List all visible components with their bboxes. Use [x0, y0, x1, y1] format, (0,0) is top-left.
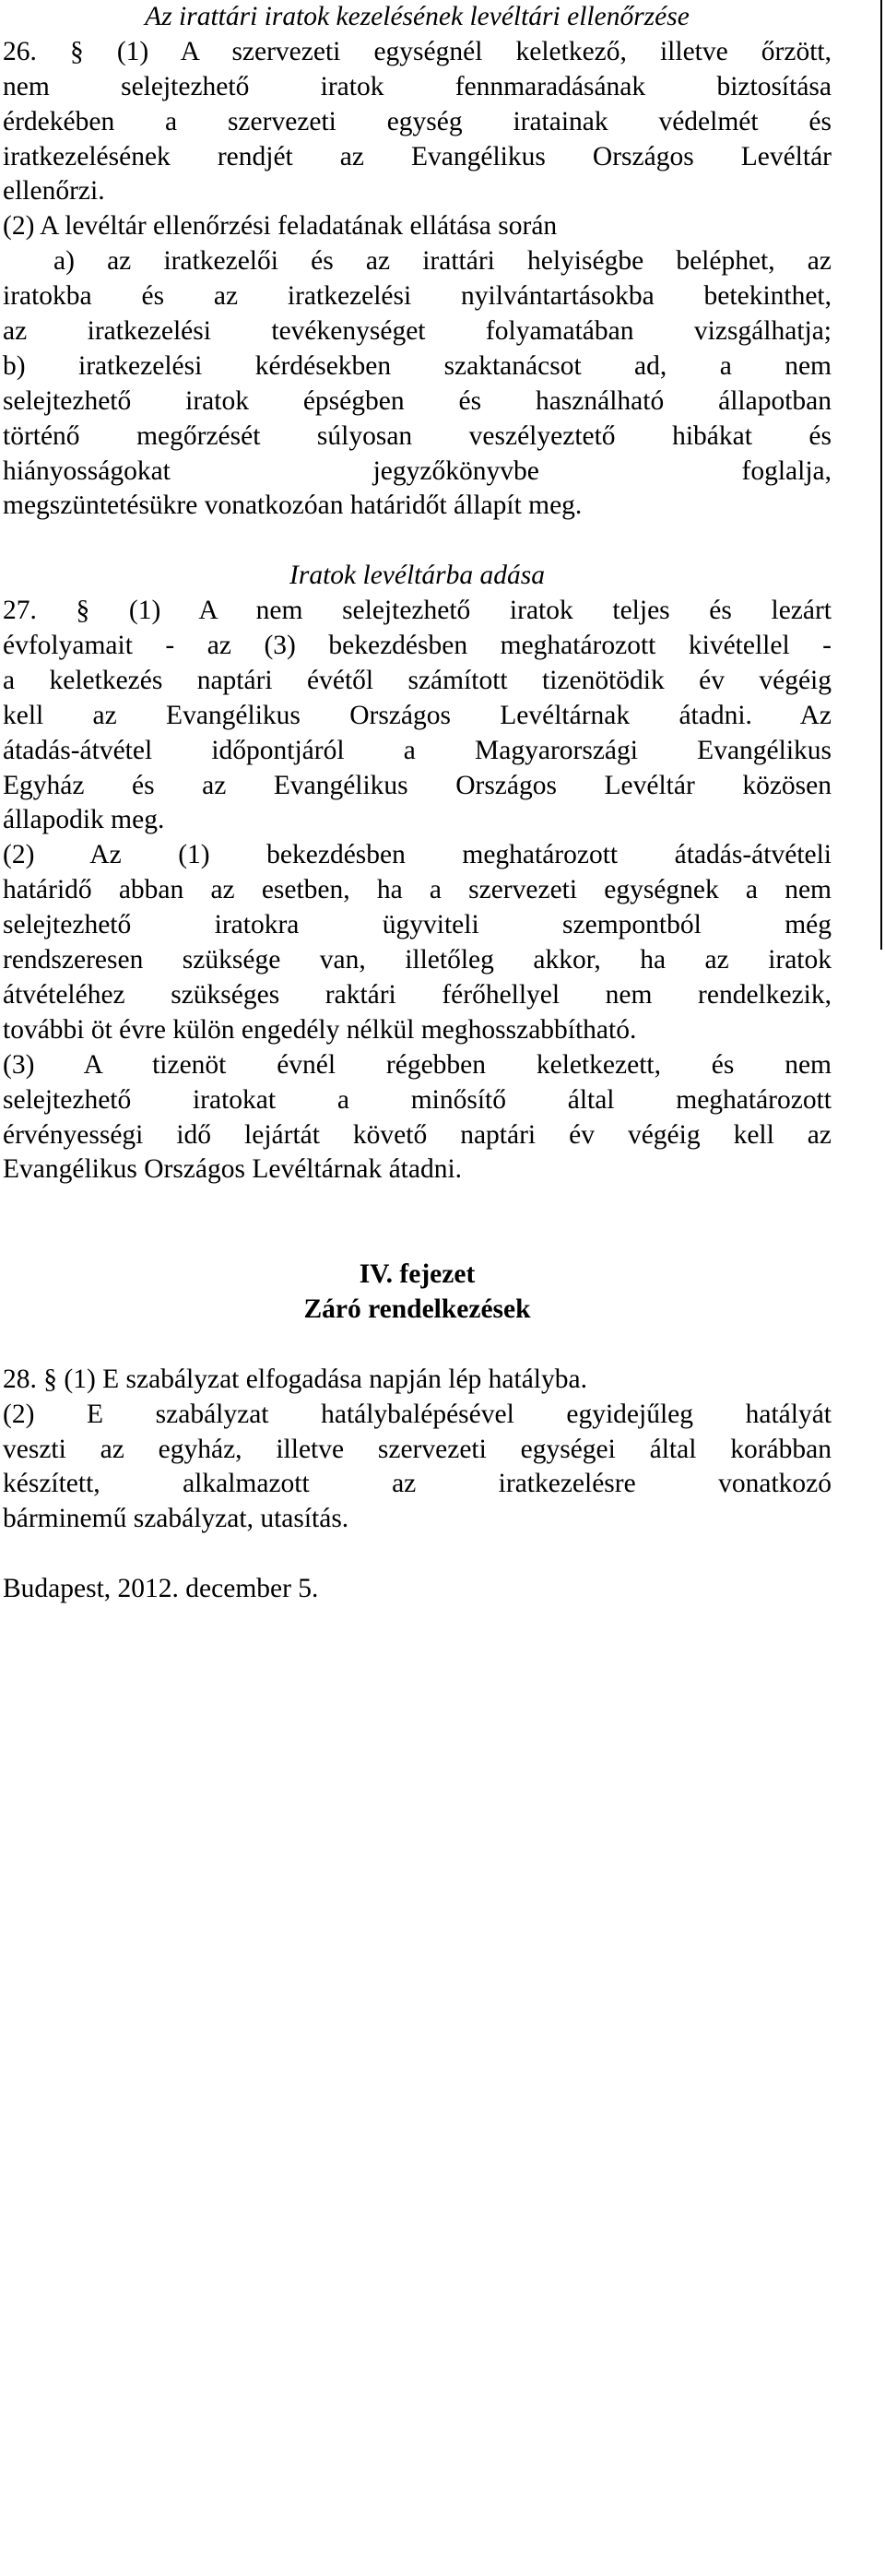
section-26-line: selejtezhető iratok épségben és használható állapotban	[3, 385, 832, 416]
chapter-title: Záró rendelkezések	[303, 1294, 531, 1324]
section-27-line: érvényességi idő lejártát követő naptári év végéig kell az	[3, 1119, 832, 1150]
section-27-line: selejtezhető iratokra ügyviteli szempontból még	[3, 910, 832, 940]
section-26-line: a) az iratkezelői és az irattári helyiségbe beléphet, az	[53, 246, 832, 277]
section-27-line: rendszeresen szüksége van, illetőleg akkor, ha az iratok	[3, 945, 832, 975]
section-27-line: kell az Evangélikus Országos Levéltárnak átadni. Az	[3, 700, 832, 730]
section-27-line: további öt évre külön engedély nélkül meghosszabbítható.	[3, 1014, 637, 1045]
section-27-line: 27. § (1) A nem selejtezhető iratok teljes és lezárt	[3, 596, 832, 626]
spacer	[3, 1223, 832, 1258]
section-26-line: 26. § (1) A szervezeti egységnél keletkező, illetve őrzött,	[3, 36, 832, 66]
spacer	[3, 524, 832, 559]
section-27-line: átvételéhez szükséges raktári férőhellyel nem rendelkezik,	[3, 979, 832, 1010]
section-26-line: történő megőrzését súlyosan veszélyeztető hibákat és	[3, 420, 832, 451]
section-27-line: határidő abban az esetben, ha a szervezeti egységnek a nem	[3, 875, 832, 905]
section-28-line: (2) E szabályzat hatálybalépésével egyidejűleg hatályát	[3, 1399, 832, 1429]
section-26-line: iratokba és az iratkezelési nyilvántartásokba betekinthet,	[3, 281, 832, 312]
section-28-line: bárminemű szabályzat, utasítás.	[3, 1504, 349, 1534]
spacer	[3, 1328, 832, 1363]
spacer	[3, 1188, 832, 1223]
section-27-line: állapodik meg.	[3, 805, 165, 835]
section-26-line: ellenőrzi.	[3, 176, 105, 207]
section-27-line: (2) Az (1) bekezdésben meghatározott átadás-átvételi	[3, 840, 832, 870]
section-26-line: b) iratkezelési kérdésekben szaktanácsot ad, a nem	[3, 350, 832, 381]
document-body	[3, 0, 832, 1607]
section-26-line: hiányosságokat jegyzőkönyvbe foglalja,	[3, 455, 832, 486]
section-28-line: 28. § (1) E szabályzat elfogadása napján lép hatályba.	[3, 1364, 587, 1394]
section-27-line: átadás-átvétel időpontjáról a Magyarországi Evangélikus	[3, 735, 832, 765]
chapter-number: IV. fejezet	[359, 1259, 476, 1290]
section-26-line: (2) A levéltár ellenőrzési feladatának ellátása során	[3, 211, 558, 242]
section-26-line: az iratkezelési tevékenységet folyamatában vizsgálhatja;	[3, 316, 832, 347]
section-26-heading: Az irattári iratok kezelésének levéltári ellenőrzése	[145, 2, 690, 31]
section-27	[3, 594, 832, 1188]
section-26-line: nem selejtezhető iratok fennmaradásának biztosítása	[3, 71, 832, 101]
signature-place-date: Budapest, 2012. december 5.	[3, 1574, 319, 1604]
section-27-line: évfolyamait - az (3) bekezdésben meghatározott kivétellel -	[3, 631, 832, 661]
section-27-line: a keletkezés naptári évétől számított tizenötödik év végéig	[3, 665, 832, 695]
section-28-line: készített, alkalmazott az iratkezelésre vonatkozó	[3, 1469, 832, 1499]
section-27-line: Evangélikus Országos Levéltárnak átadni.	[3, 1154, 463, 1185]
spacer	[3, 1537, 832, 1572]
section-28	[3, 1363, 832, 1537]
section-26-line: iratkezelésének rendjét az Evangélikus Országos Levéltár	[3, 141, 832, 171]
section-27-line: (3) A tizenöt évnél régebben keletkezett, és nem	[3, 1049, 832, 1080]
section-26	[3, 35, 832, 524]
margin-rule	[880, 0, 882, 950]
section-26-line: érdekében a szervezeti egység iratainak védelmét és	[3, 106, 832, 136]
section-27-line: Egyház és az Evangélikus Országos Levéltár közösen	[3, 770, 832, 800]
section-27-heading: Iratok levéltárba adása	[289, 561, 545, 591]
section-26-line: megszüntetésükre vonatkozóan határidőt állapít meg.	[3, 490, 583, 521]
section-28-line: veszti az egyház, illetve szervezeti egységei által korábban	[3, 1434, 832, 1464]
section-27-line: selejtezhető iratokat a minősítő által meghatározott	[3, 1084, 832, 1115]
